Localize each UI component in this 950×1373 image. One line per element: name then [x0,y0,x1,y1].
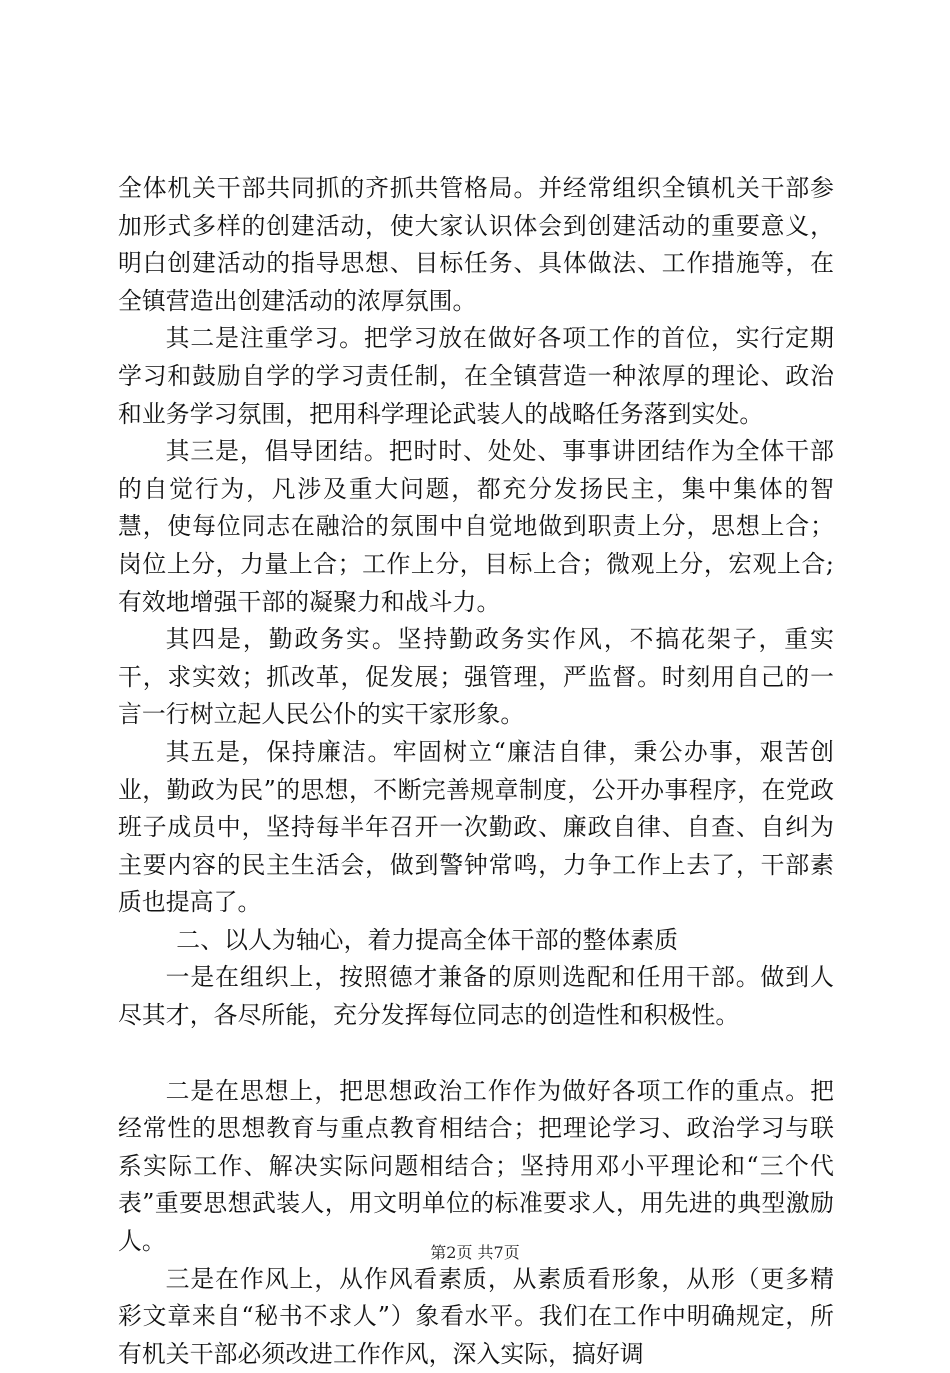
document-body [118,170,834,1373]
page-number-footer: 第2页 共7页 [430,1243,520,1262]
paragraph-thought: 二是在思想上，把思想政治工作作为做好各项工作的重点。把经常性的思想教育与重点教育相结合；把理论学习、政治学习与联系实际工作、解决实际问题相结合；坚持用邓小平理论和“三个代表”重要思想武装人，用文明单位的标准要求人，用先进的典型激励人。 [118,1076,834,1256]
paragraph-integrity: 其五是，保持廉洁。牢固树立“廉洁自律，秉公办事，艰苦创业，勤政为民”的思想，不断完善规章制度，公开办事程序，在党政班子成员中，坚持每半年召开一次勤政、廉政自律、自查、自纠为主要内容的民主生活会，做到警钟常鸣，力争工作上去了，干部素质也提高了。 [118,737,834,917]
paragraph-unity: 其三是，倡导团结。把时时、处处、事事讲团结作为全体干部的自觉行为，凡涉及重大问题，都充分发扬民主，集中集体的智慧，使每位同志在融洽的氛围中自觉地做到职责上分，思想上合；岗位上分，力量上合；工作上分，目标上合；微观上分，宏观上合;有效地增强干部的凝聚力和战斗力。 [118,437,834,616]
paragraph-work-style: 三是在作风上，从作风看素质，从素质看形象，从形（更多精彩文章来自“秘书不求人”）象看水平。我们在工作中明确规定，所有机关干部必须改进工作作风，深入实际，搞好调 [118,1264,834,1368]
paragraph-organization: 一是在组织上，按照德才兼备的原则选配和任用干部。做到人尽其才，各尽所能，充分发挥每位同志的创造性和积极性。 [118,963,834,1030]
section-heading: 二、以人为轴心，着力提高全体干部的整体素质 [176,925,679,954]
paragraph-continuation: 全体机关干部共同抓的齐抓共管格局。并经常组织全镇机关干部参加形式多样的创建活动，使大家认识体会到创建活动的重要意义，明白创建活动的指导思想、目标任务、具体做法、工作措施等，在全镇营造出创建活动的浓厚氛围。 [118,174,834,315]
paragraph-study: 其二是注重学习。把学习放在做好各项工作的首位，实行定期学习和鼓励自学的学习责任制，在全镇营造一种浓厚的理论、政治和业务学习氛围，把用科学理论武装人的战略任务落到实处。 [118,324,834,428]
paragraph-diligence: 其四是，勤政务实。坚持勤政务实作风，不搞花架子，重实干，求实效；抓改革，促发展；强管理，严监督。时刻用自己的一言一行树立起人民公仆的实干家形象。 [118,625,834,729]
